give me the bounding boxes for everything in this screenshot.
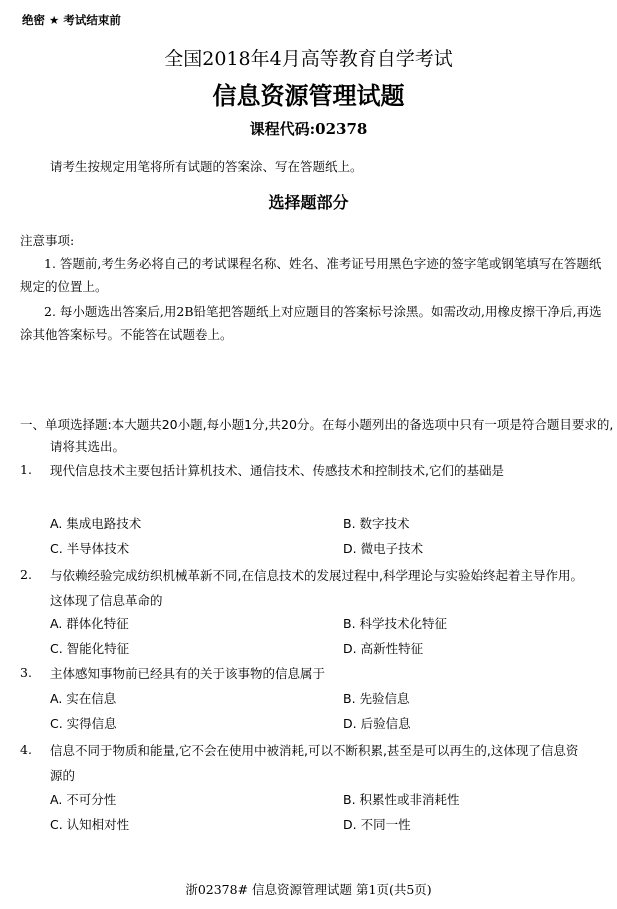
paper-title: 信息资源管理试题 [212,82,405,110]
option: C. 认知相对性 [50,817,130,832]
section-title: 选择题部分 [268,193,349,212]
instruction: 请考生按规定用笔将所有试题的答案涂、写在答题纸上。 [50,159,363,174]
question-number: 4. [20,742,32,757]
question-text: 主体感知事物前已经具有的关于该事物的信息属于 [50,666,326,681]
question-text: 信息不同于物质和能量,它不会在使用中被消耗,可以不断积累,甚至是可以再生的,这体现了信息资源的 [50,743,579,783]
option: B. 积累性或非消耗性 [343,792,460,807]
option: D. 不同一性 [343,817,411,832]
question-text: 与依赖经验完成纺织机械革新不同,在信息技术的发展过程中,科学理论与实验始终起着主导作用。这体现了信息革命的 [50,568,583,608]
option: A. 不可分性 [50,792,117,807]
exam-title: 全国2018年4月高等教育自学考试 [164,48,453,70]
confidential-label: 绝密 ★ 考试结束前 [22,13,121,27]
option: B. 科学技术化特征 [343,616,448,631]
option: B. 数字技术 [343,516,410,531]
page-footer: 浙02378# 信息资源管理试题 第1页(共5页) [185,882,432,897]
note-item: 2. 每小题选出答案后,用2B铅笔把答题纸上对应题目的答案标号涂黑。如需改动,用橡皮擦干净后,再选涂其他答案标号。不能答在试题卷上。 [20,304,602,342]
option: A. 群体化特征 [50,616,129,631]
note-item: 1. 答题前,考生务必将自己的考试课程名称、姓名、准考证号用黑色字迹的签字笔或钢笔填写在答题纸规定的位置上。 [20,256,602,294]
option: B. 先验信息 [343,691,410,706]
option: A. 集成电路技术 [50,516,142,531]
option: D. 微电子技术 [343,541,424,556]
question-number: 1. [20,462,32,477]
option: C. 智能化特征 [50,641,130,656]
option: A. 实在信息 [50,691,117,706]
notes-title: 注意事项: [20,233,75,248]
option: D. 后验信息 [343,716,411,731]
option: D. 高新性特征 [343,641,424,656]
option: C. 半导体技术 [50,541,130,556]
question-text: 现代信息技术主要包括计算机技术、通信技术、传感技术和控制技术,它们的基础是 [50,463,504,478]
course-code: 课程代码:02378 [249,120,368,138]
question-number: 2. [20,567,32,582]
question-number: 3. [20,665,32,680]
part-heading: 一、单项选择题:本大题共20小题,每小题1分,共20分。在每小题列出的备选项中只有一项是符合题目要求的,请将其选出。 [20,417,614,454]
option: C. 实得信息 [50,716,117,731]
